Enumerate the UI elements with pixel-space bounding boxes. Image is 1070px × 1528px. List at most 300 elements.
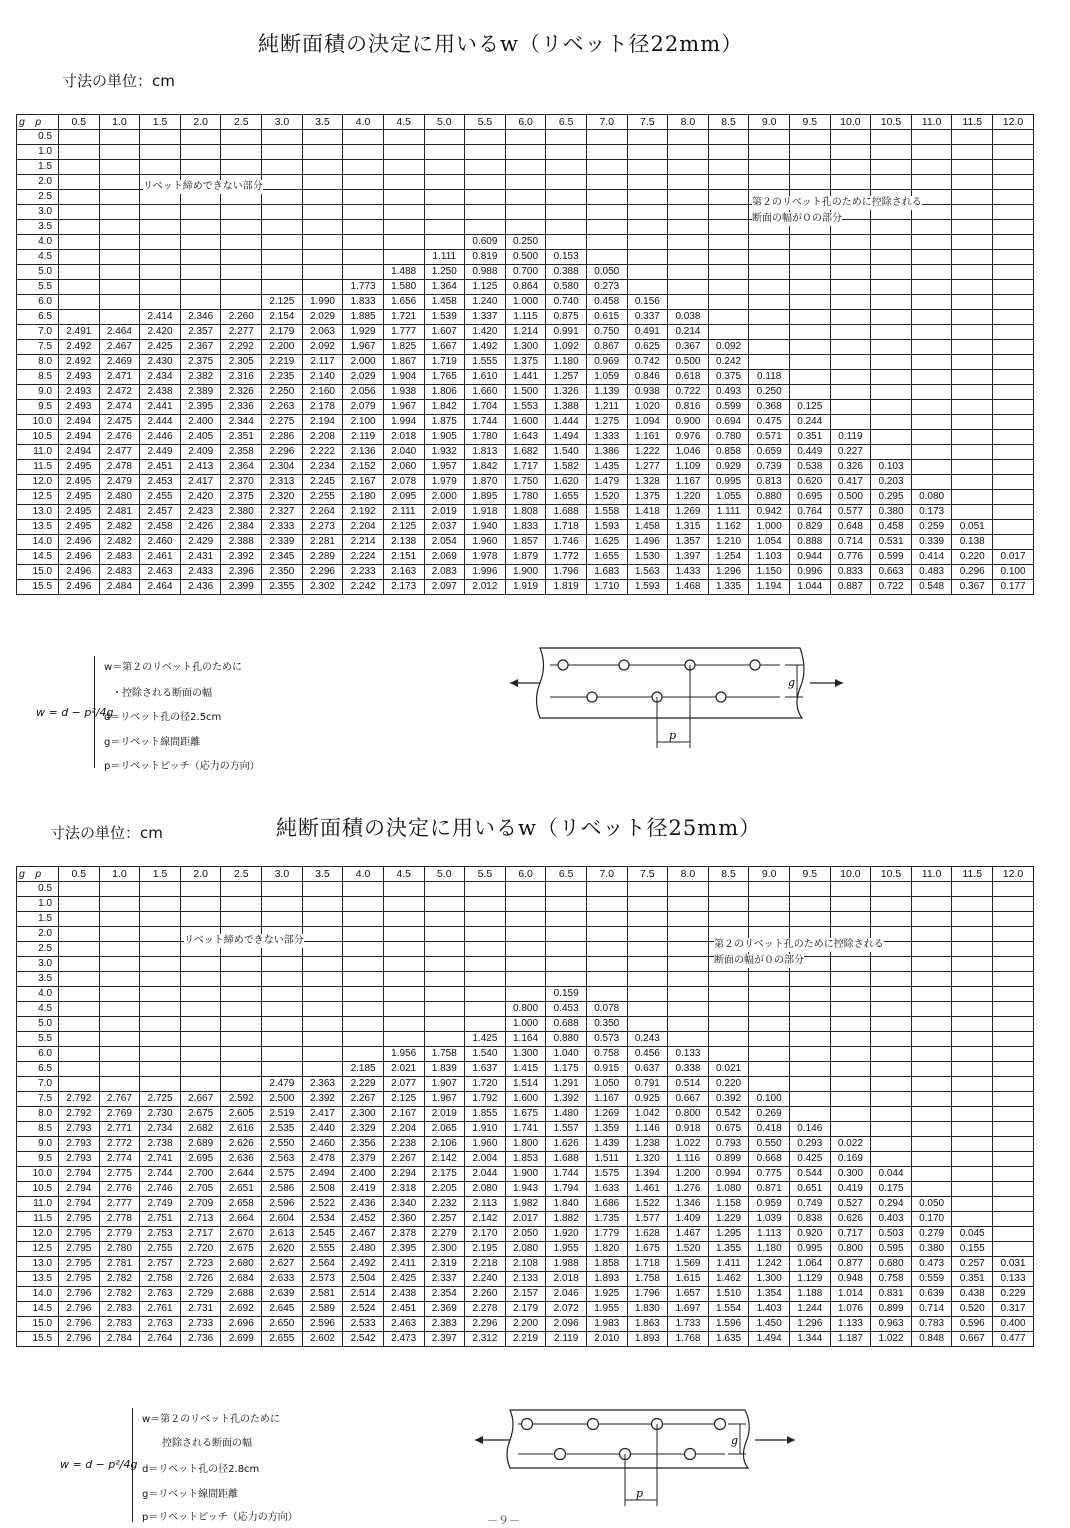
table-cell: 1.080 bbox=[708, 1182, 749, 1197]
column-header: 2.0 bbox=[180, 115, 221, 130]
table-cell: 0.367 bbox=[952, 580, 993, 595]
table-cell bbox=[140, 972, 181, 987]
table-cell bbox=[180, 1002, 221, 1017]
table-cell: 1.882 bbox=[546, 1212, 587, 1227]
table-cell bbox=[911, 145, 952, 160]
table-cell bbox=[180, 1047, 221, 1062]
table-cell bbox=[180, 882, 221, 897]
table-cell: 1.397 bbox=[668, 550, 709, 565]
table-cell: 2.794 bbox=[59, 1182, 100, 1197]
table-cell: 0.458 bbox=[871, 520, 912, 535]
table-cell bbox=[383, 160, 424, 175]
table-row bbox=[17, 1077, 1034, 1092]
table-cell bbox=[586, 130, 627, 145]
table-cell bbox=[871, 1032, 912, 1047]
table-cell: 1.076 bbox=[830, 1302, 871, 1317]
table-cell bbox=[221, 130, 262, 145]
row-header-g: 15.0 bbox=[17, 1317, 59, 1332]
table-cell: 2.142 bbox=[465, 1212, 506, 1227]
table-cell bbox=[993, 295, 1034, 310]
table-cell: 2.318 bbox=[383, 1182, 424, 1197]
table-cell: 0.155 bbox=[952, 1242, 993, 1257]
table-cell: 0.153 bbox=[546, 250, 587, 265]
table-cell bbox=[465, 160, 506, 175]
table-cell: 2.320 bbox=[262, 490, 303, 505]
table-cell: 0.449 bbox=[789, 445, 830, 460]
table-cell bbox=[180, 280, 221, 295]
table-cell: 2.480 bbox=[99, 490, 140, 505]
table-cell: 1.425 bbox=[465, 1032, 506, 1047]
table-cell: 0.888 bbox=[789, 535, 830, 550]
table-cell bbox=[911, 415, 952, 430]
table-cell: 0.538 bbox=[789, 460, 830, 475]
table-cell: 0.453 bbox=[546, 1002, 587, 1017]
table-cell bbox=[221, 235, 262, 250]
row-header-g: 13.5 bbox=[17, 1272, 59, 1287]
table-cell bbox=[952, 882, 993, 897]
table-cell: 2.138 bbox=[383, 535, 424, 550]
table-cell: 2.229 bbox=[343, 1077, 384, 1092]
table-cell: 2.279 bbox=[424, 1227, 465, 1242]
table-cell bbox=[383, 220, 424, 235]
table-cell: 0.739 bbox=[749, 460, 790, 475]
table-row bbox=[17, 295, 1034, 310]
row-header-g: 6.5 bbox=[17, 1062, 59, 1077]
table-cell: 2.420 bbox=[180, 490, 221, 505]
table-cell: 0.800 bbox=[668, 1107, 709, 1122]
table-cell bbox=[59, 1032, 100, 1047]
table-cell bbox=[180, 912, 221, 927]
row-header-g: 5.0 bbox=[17, 265, 59, 280]
column-header: 7.0 bbox=[586, 115, 627, 130]
table-cell bbox=[871, 1002, 912, 1017]
table-cell: 2.494 bbox=[59, 415, 100, 430]
table-cell bbox=[180, 1062, 221, 1077]
table-cell: 1.388 bbox=[546, 400, 587, 415]
table-cell: 2.496 bbox=[59, 550, 100, 565]
table-cell bbox=[546, 942, 587, 957]
table-row bbox=[17, 325, 1034, 340]
table-cell bbox=[789, 340, 830, 355]
table-cell: 1.520 bbox=[668, 1242, 709, 1257]
table-cell bbox=[952, 400, 993, 415]
table-cell bbox=[59, 205, 100, 220]
table-cell bbox=[708, 295, 749, 310]
table-cell: 0.577 bbox=[830, 505, 871, 520]
table-cell bbox=[911, 1047, 952, 1062]
row-header-g: 15.5 bbox=[17, 1332, 59, 1347]
table-cell: 1.718 bbox=[546, 520, 587, 535]
table-cell: 0.571 bbox=[749, 430, 790, 445]
table-row bbox=[17, 370, 1034, 385]
table-cell: 1.919 bbox=[505, 580, 546, 595]
table-cell: 1.960 bbox=[465, 1137, 506, 1152]
table-cell bbox=[708, 1002, 749, 1017]
table-cell: 2.696 bbox=[221, 1317, 262, 1332]
table-cell: 1.833 bbox=[505, 520, 546, 535]
table-cell bbox=[749, 1047, 790, 1062]
row-header-g: 12.5 bbox=[17, 490, 59, 505]
table-cell bbox=[505, 175, 546, 190]
table-cell bbox=[59, 250, 100, 265]
column-header: 3.5 bbox=[302, 867, 343, 882]
table-cell: 0.667 bbox=[952, 1332, 993, 1347]
table-cell bbox=[911, 340, 952, 355]
table-cell bbox=[586, 175, 627, 190]
table-cell bbox=[708, 190, 749, 205]
table-cell: 2.419 bbox=[343, 1182, 384, 1197]
table-cell: 1.607 bbox=[424, 325, 465, 340]
table-cell: 1.392 bbox=[546, 1092, 587, 1107]
table-cell bbox=[911, 130, 952, 145]
table-cell: 0.959 bbox=[749, 1197, 790, 1212]
table-cell bbox=[911, 310, 952, 325]
table-cell: 1.444 bbox=[546, 415, 587, 430]
table-cell bbox=[99, 927, 140, 942]
table-cell: 0.609 bbox=[465, 235, 506, 250]
table-cell bbox=[668, 175, 709, 190]
table-cell: 2.289 bbox=[302, 550, 343, 565]
row-header-g: 7.5 bbox=[17, 1092, 59, 1107]
column-header: 9.5 bbox=[789, 867, 830, 882]
table-row bbox=[17, 1032, 1034, 1047]
table-cell: 0.929 bbox=[708, 460, 749, 475]
table-cell bbox=[59, 310, 100, 325]
table-cell: 0.838 bbox=[789, 1212, 830, 1227]
table-cell: 1.039 bbox=[749, 1212, 790, 1227]
table-cell: 2.425 bbox=[140, 340, 181, 355]
table-cell bbox=[749, 1017, 790, 1032]
table-cell: 2.278 bbox=[465, 1302, 506, 1317]
table-cell bbox=[871, 430, 912, 445]
table-cell: 2.017 bbox=[505, 1212, 546, 1227]
table-cell: 1.441 bbox=[505, 370, 546, 385]
column-header: 5.5 bbox=[465, 867, 506, 882]
table-cell bbox=[140, 235, 181, 250]
table-cell: 0.438 bbox=[952, 1287, 993, 1302]
column-header: 10.0 bbox=[830, 867, 871, 882]
table-cell: 0.887 bbox=[830, 580, 871, 595]
table-cell: 0.242 bbox=[708, 355, 749, 370]
table-cell bbox=[221, 295, 262, 310]
table-cell: 2.286 bbox=[262, 430, 303, 445]
table-cell: 2.796 bbox=[59, 1287, 100, 1302]
table-cell: 1.055 bbox=[708, 490, 749, 505]
table-cell bbox=[586, 160, 627, 175]
table-cell bbox=[668, 250, 709, 265]
table-cell: 2.157 bbox=[505, 1287, 546, 1302]
table-cell: 1.129 bbox=[789, 1272, 830, 1287]
table-cell bbox=[952, 160, 993, 175]
column-header: 1.5 bbox=[140, 867, 181, 882]
table-cell bbox=[424, 942, 465, 957]
table-cell bbox=[789, 265, 830, 280]
table-cell: 0.639 bbox=[911, 1287, 952, 1302]
table-cell: 1.320 bbox=[627, 1152, 668, 1167]
table-cell: 2.397 bbox=[424, 1332, 465, 1347]
table-row bbox=[17, 250, 1034, 265]
table-cell bbox=[708, 897, 749, 912]
table-cell: 0.038 bbox=[668, 310, 709, 325]
table-cell: 0.867 bbox=[586, 340, 627, 355]
table-cell bbox=[952, 475, 993, 490]
table-cell bbox=[952, 295, 993, 310]
table-cell bbox=[749, 355, 790, 370]
table-cell bbox=[789, 385, 830, 400]
table-cell bbox=[59, 190, 100, 205]
table-cell: 1.893 bbox=[586, 1272, 627, 1287]
table2-rivet-diagram bbox=[470, 1402, 810, 1512]
table-cell: 2.438 bbox=[383, 1287, 424, 1302]
table-cell bbox=[99, 1047, 140, 1062]
row-header-g: 2.5 bbox=[17, 942, 59, 957]
table-cell bbox=[221, 220, 262, 235]
table-cell: 2.695 bbox=[180, 1152, 221, 1167]
table-cell: 1.180 bbox=[749, 1242, 790, 1257]
table-cell bbox=[993, 1032, 1034, 1047]
table-cell: 1.139 bbox=[586, 385, 627, 400]
table-cell bbox=[99, 987, 140, 1002]
table-cell: 0.259 bbox=[911, 520, 952, 535]
table-cell bbox=[302, 1032, 343, 1047]
table-cell bbox=[993, 1122, 1034, 1137]
table-cell: 2.050 bbox=[505, 1227, 546, 1242]
table-cell: 0.375 bbox=[708, 370, 749, 385]
table-cell bbox=[465, 205, 506, 220]
table-cell: 1.628 bbox=[627, 1227, 668, 1242]
table-cell: 1.893 bbox=[627, 1332, 668, 1347]
table-cell: 2.160 bbox=[302, 385, 343, 400]
table-cell: 2.029 bbox=[343, 370, 384, 385]
table-cell: 1.575 bbox=[586, 1167, 627, 1182]
table-cell: 1.768 bbox=[668, 1332, 709, 1347]
table-cell: 2.796 bbox=[59, 1332, 100, 1347]
table-cell: 2.764 bbox=[140, 1332, 181, 1347]
table-cell: 2.337 bbox=[424, 1272, 465, 1287]
table-cell bbox=[993, 370, 1034, 385]
table-cell: 0.170 bbox=[911, 1212, 952, 1227]
table-cell: 2.478 bbox=[99, 460, 140, 475]
table-cell bbox=[911, 430, 952, 445]
table-cell: 1.500 bbox=[505, 385, 546, 400]
table-cell: 2.358 bbox=[221, 445, 262, 460]
table-cell: 0.948 bbox=[830, 1272, 871, 1287]
table-cell bbox=[465, 927, 506, 942]
table-cell bbox=[505, 987, 546, 1002]
table-cell: 1.717 bbox=[505, 460, 546, 475]
table-cell bbox=[911, 1077, 952, 1092]
table-cell: 1.494 bbox=[749, 1332, 790, 1347]
column-header: 5.5 bbox=[465, 115, 506, 130]
table-cell bbox=[668, 235, 709, 250]
table-cell: 2.761 bbox=[140, 1302, 181, 1317]
table-cell: 2.795 bbox=[59, 1257, 100, 1272]
table-cell bbox=[708, 912, 749, 927]
column-header: 6.0 bbox=[505, 867, 546, 882]
table-cell: 1.328 bbox=[627, 475, 668, 490]
table-cell bbox=[871, 1077, 912, 1092]
table-cell: 0.995 bbox=[789, 1242, 830, 1257]
table-cell bbox=[952, 897, 993, 912]
table-cell bbox=[749, 265, 790, 280]
table-cell: 2.151 bbox=[383, 550, 424, 565]
table-row bbox=[17, 235, 1034, 250]
table-cell: 2.460 bbox=[140, 535, 181, 550]
table-cell bbox=[668, 912, 709, 927]
table-cell: 0.500 bbox=[505, 250, 546, 265]
table-cell bbox=[952, 1137, 993, 1152]
row-header-g: 10.5 bbox=[17, 1182, 59, 1197]
table-row bbox=[17, 430, 1034, 445]
table-cell bbox=[586, 912, 627, 927]
table-cell: 1.777 bbox=[383, 325, 424, 340]
table-cell bbox=[871, 1107, 912, 1122]
table-cell: 1.633 bbox=[586, 1182, 627, 1197]
table-cell bbox=[99, 220, 140, 235]
table-cell: 1.539 bbox=[424, 310, 465, 325]
table-cell: 0.925 bbox=[627, 1092, 668, 1107]
row-header-g: 6.5 bbox=[17, 310, 59, 325]
table-cell: 2.736 bbox=[180, 1332, 221, 1347]
table-cell bbox=[911, 355, 952, 370]
table-cell bbox=[424, 160, 465, 175]
table-cell: 2.423 bbox=[180, 505, 221, 520]
table-cell bbox=[221, 1002, 262, 1017]
table-cell: 2.336 bbox=[221, 400, 262, 415]
column-header: 1.5 bbox=[140, 115, 181, 130]
table-cell: 2.204 bbox=[383, 1122, 424, 1137]
table-cell bbox=[952, 310, 993, 325]
table-cell: 0.351 bbox=[789, 430, 830, 445]
table-cell: 2.495 bbox=[59, 460, 100, 475]
table-cell: 0.133 bbox=[668, 1047, 709, 1062]
table-cell: 2.417 bbox=[180, 475, 221, 490]
table-cell bbox=[465, 942, 506, 957]
table-cell: 2.492 bbox=[59, 340, 100, 355]
table-cell bbox=[221, 1017, 262, 1032]
table-cell bbox=[708, 972, 749, 987]
table-cell: 2.319 bbox=[424, 1257, 465, 1272]
table-cell: 0.776 bbox=[830, 550, 871, 565]
table-cell bbox=[383, 175, 424, 190]
table-row bbox=[17, 1152, 1034, 1167]
table-cell: 2.575 bbox=[262, 1167, 303, 1182]
table-cell bbox=[262, 235, 303, 250]
table-cell: 0.279 bbox=[911, 1227, 952, 1242]
table-cell: 2.436 bbox=[180, 580, 221, 595]
table-cell bbox=[708, 280, 749, 295]
table-cell: 2.119 bbox=[546, 1332, 587, 1347]
table-cell bbox=[749, 130, 790, 145]
table-cell bbox=[993, 160, 1034, 175]
table-cell bbox=[262, 220, 303, 235]
table-cell: 1.842 bbox=[424, 400, 465, 415]
table-cell: 0.368 bbox=[749, 400, 790, 415]
table-cell bbox=[789, 280, 830, 295]
table-cell bbox=[952, 1182, 993, 1197]
table-cell: 2.458 bbox=[140, 520, 181, 535]
table-cell: 1.983 bbox=[586, 1317, 627, 1332]
table-cell: 2.769 bbox=[99, 1107, 140, 1122]
table-cell: 2.060 bbox=[383, 460, 424, 475]
table-cell bbox=[749, 987, 790, 1002]
table-cell bbox=[830, 1107, 871, 1122]
table-cell bbox=[789, 235, 830, 250]
column-header: 4.5 bbox=[383, 115, 424, 130]
table-cell bbox=[221, 912, 262, 927]
table-cell: 0.833 bbox=[830, 565, 871, 580]
table-cell: 2.219 bbox=[262, 355, 303, 370]
table-cell: 2.479 bbox=[262, 1077, 303, 1092]
table-cell bbox=[180, 160, 221, 175]
table-cell: 1.357 bbox=[668, 535, 709, 550]
table-cell: 0.458 bbox=[586, 295, 627, 310]
table-cell bbox=[627, 957, 668, 972]
table-row bbox=[17, 415, 1034, 430]
table-cell: 1.600 bbox=[505, 1092, 546, 1107]
table-cell bbox=[993, 912, 1034, 927]
table-cell bbox=[952, 972, 993, 987]
table-cell bbox=[505, 972, 546, 987]
table1-rivet-diagram bbox=[505, 640, 850, 755]
table-cell bbox=[830, 972, 871, 987]
table-cell: 0.663 bbox=[871, 565, 912, 580]
table-cell bbox=[830, 355, 871, 370]
table-cell bbox=[99, 972, 140, 987]
table-cell bbox=[993, 1002, 1034, 1017]
table-cell: 2.542 bbox=[343, 1332, 384, 1347]
table-cell: 1.569 bbox=[668, 1257, 709, 1272]
row-header-g: 8.0 bbox=[17, 355, 59, 370]
table-cell bbox=[911, 897, 952, 912]
table-cell bbox=[749, 1032, 790, 1047]
table-cell bbox=[830, 1122, 871, 1137]
table1-note-zero-1: 第２のリベット孔のために控除される bbox=[752, 197, 922, 208]
table-cell: 2.012 bbox=[465, 580, 506, 595]
table-cell: 1.111 bbox=[424, 250, 465, 265]
table-cell: 2.125 bbox=[262, 295, 303, 310]
table-cell bbox=[668, 205, 709, 220]
table-cell bbox=[424, 1002, 465, 1017]
table-cell bbox=[546, 882, 587, 897]
table-cell bbox=[993, 1077, 1034, 1092]
table-cell: 2.021 bbox=[383, 1062, 424, 1077]
table-cell bbox=[343, 250, 384, 265]
table-cell: 2.784 bbox=[99, 1332, 140, 1347]
table-cell: 2.000 bbox=[343, 355, 384, 370]
table-cell bbox=[546, 205, 587, 220]
table-cell: 2.717 bbox=[180, 1227, 221, 1242]
table-cell: 1.558 bbox=[586, 505, 627, 520]
table-cell bbox=[627, 130, 668, 145]
table-cell: 1.386 bbox=[586, 445, 627, 460]
table-cell: 2.125 bbox=[383, 520, 424, 535]
table-cell bbox=[424, 1032, 465, 1047]
table-cell: 1.750 bbox=[505, 475, 546, 490]
table-cell: 2.496 bbox=[59, 535, 100, 550]
table-cell bbox=[180, 295, 221, 310]
table-cell: 2.495 bbox=[59, 490, 100, 505]
table-cell: 1.042 bbox=[627, 1107, 668, 1122]
table-cell: 2.375 bbox=[221, 490, 262, 505]
table-cell: 1.625 bbox=[586, 535, 627, 550]
table-cell: 2.524 bbox=[343, 1302, 384, 1317]
table-row bbox=[17, 1167, 1034, 1182]
table-cell bbox=[383, 1002, 424, 1017]
table-cell bbox=[871, 912, 912, 927]
table-cell: 0.580 bbox=[546, 280, 587, 295]
table-cell: 1.563 bbox=[627, 565, 668, 580]
